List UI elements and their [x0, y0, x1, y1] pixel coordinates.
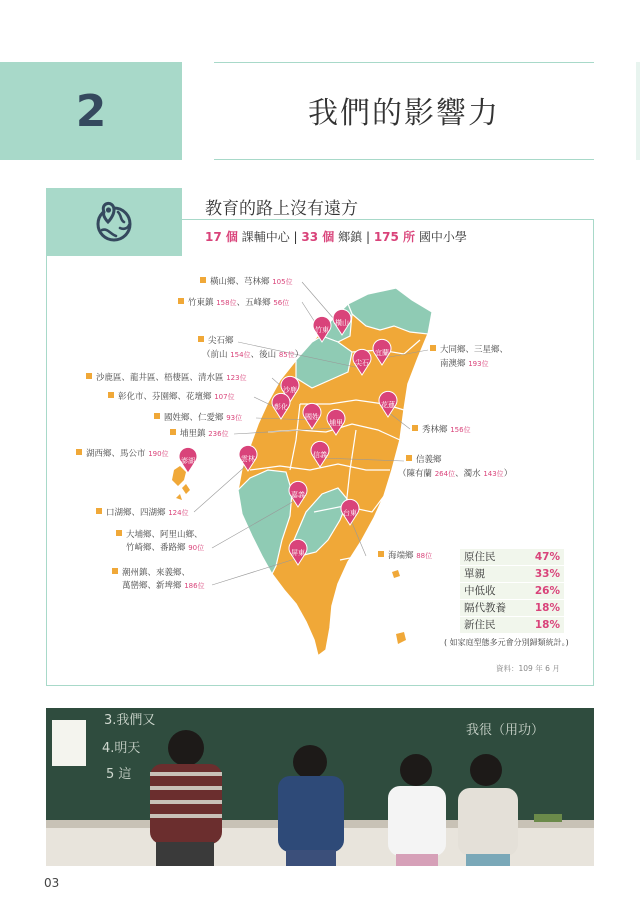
map-label	[96, 507, 189, 519]
map-label-text: 國姓鄉、仁愛鄉	[164, 413, 224, 423]
stat-row	[460, 583, 564, 599]
map-pin-label: 尖石	[355, 359, 369, 367]
map-pin-label: 竹東	[315, 326, 329, 334]
map-label-rank: 193位	[468, 360, 489, 368]
map-label-text: 湖西鄉、馬公市	[86, 449, 146, 459]
section-number: 2	[75, 85, 107, 137]
map-globe-icon	[90, 198, 138, 246]
map-label	[108, 391, 235, 403]
map-label	[202, 349, 303, 361]
stat-row	[460, 617, 564, 633]
map-label	[430, 344, 508, 356]
bullet-square	[76, 449, 82, 455]
map-label-rank: 56位	[273, 299, 290, 307]
map-label-text: 、五峰鄉	[236, 298, 271, 308]
map-label-text: 竹崎鄉、番路鄉	[126, 543, 186, 553]
bullet-square	[116, 530, 122, 536]
map-label-rank: 236位	[208, 430, 229, 438]
stat-value: 47%	[534, 551, 560, 563]
map-label-text: 秀林鄉	[422, 425, 448, 435]
photo-illustration	[46, 708, 594, 866]
stat-row	[460, 549, 564, 565]
bullet-square	[96, 508, 102, 514]
map-label-text: 萬巒鄉、新埤鄉	[122, 581, 182, 591]
map-label-text: 、濁水	[455, 469, 481, 479]
map-pin-label: 台東	[343, 509, 357, 517]
map-label-rank: 124位	[168, 509, 189, 517]
stats-note: ( 如家庭型態多元會分別歸類統計。)	[444, 638, 569, 647]
chalk-text: 3.我們又	[104, 713, 156, 728]
map-label	[126, 542, 204, 554]
map-label-text: 潮州鎮、來義鄉、	[122, 568, 191, 578]
stat-label: 單親	[464, 568, 485, 580]
schools-count: 175 所	[373, 230, 416, 244]
map-label	[440, 358, 489, 370]
map-label-rank: 158位	[216, 299, 237, 307]
centers-label: 課輔中心	[241, 230, 290, 244]
map-pin-label: 橫山	[335, 319, 349, 327]
towns-label: 鄉鎮	[338, 230, 363, 244]
map-label	[86, 372, 247, 384]
map-label-text: 南澳鄉	[440, 359, 466, 369]
bullet-square	[200, 277, 206, 283]
map-label-rank: 190位	[148, 450, 169, 458]
bullet-square	[154, 413, 160, 419]
map-pin-label: 沙鹿	[283, 386, 297, 394]
children-chalkboard-photo	[46, 708, 594, 866]
page-edge-decoration	[636, 62, 640, 160]
stat-value: 26%	[534, 585, 560, 597]
map-label-text: 大同鄉、三星鄉、	[440, 345, 509, 355]
bullet-square	[108, 392, 114, 398]
map-label	[170, 428, 229, 440]
centers-count: 17 個	[205, 230, 238, 244]
map-label-rank: 90位	[188, 544, 205, 552]
bullet-square	[198, 336, 204, 342]
orchid-island	[396, 632, 406, 644]
map-label-text: 大埔鄉、阿里山鄉、	[126, 530, 203, 540]
map-label	[112, 567, 190, 579]
bullet-square	[412, 425, 418, 431]
card-icon-box	[46, 188, 182, 256]
map-label-text: （陳有蘭	[398, 469, 433, 479]
green-island	[392, 570, 400, 578]
divider	[214, 62, 594, 63]
card-title: 教育的路上沒有遠方	[205, 199, 358, 219]
bullet-square	[112, 568, 118, 574]
map-label-text: 橫山鄉、芎林鄉	[210, 277, 270, 287]
map-label-text: 埔里鎮	[180, 429, 206, 439]
map-label	[198, 335, 234, 347]
map-pin-label: 彰化	[274, 403, 288, 411]
stat-value: 33%	[534, 568, 560, 580]
chalk-text: 我很（用功）	[466, 723, 545, 738]
bullet-square	[170, 429, 176, 435]
map-label-text: 、後山	[250, 350, 277, 360]
card-summary: 17 個 課輔中心 | 33 個 鄉鎮 | 175 所 國中小學	[205, 230, 467, 244]
divider	[214, 159, 594, 160]
map-label-rank: 85位	[278, 351, 295, 359]
map-label-rank: 154位	[230, 351, 251, 359]
map-label	[412, 424, 471, 436]
map-label-rank: 105位	[272, 278, 293, 286]
map-label	[122, 580, 205, 592]
map-label-rank: 123位	[226, 374, 247, 382]
stat-label: 新住民	[464, 619, 496, 631]
map-label-text: （前山	[202, 350, 228, 360]
map-label-text: 彰化市、芬園鄉、花壇鄉	[118, 392, 212, 402]
stat-value: 18%	[534, 619, 560, 631]
map-label-text: 海端鄉	[388, 551, 414, 561]
map-label	[398, 468, 512, 480]
schools-label: 國中小學	[418, 230, 467, 244]
map-label	[76, 448, 169, 460]
towns-count: 33 個	[301, 230, 335, 244]
map-pin-label: 埔里	[329, 419, 343, 427]
map-label-rank: 88位	[416, 552, 433, 560]
page-number: 03	[44, 876, 60, 890]
map-pin-label: 屏東	[291, 549, 305, 557]
stat-row	[460, 600, 564, 616]
bullet-square	[86, 373, 92, 379]
stat-label: 隔代教養	[464, 602, 506, 614]
map-label-text: ）	[503, 469, 513, 479]
map-label-text: 信義鄉	[416, 455, 442, 465]
map-label-text: 口湖鄉、四湖鄉	[106, 508, 166, 518]
map-pin-label: 花蓮	[381, 401, 395, 409]
map-label-rank: 107位	[214, 393, 235, 401]
stat-row	[460, 566, 564, 582]
stat-label: 原住民	[464, 551, 496, 563]
map-pin-label: 澎湖	[181, 457, 195, 465]
map-label-rank: 93位	[226, 414, 243, 422]
stat-value: 18%	[534, 602, 560, 614]
map-label	[116, 529, 203, 541]
map-label	[178, 297, 289, 309]
map-pin-label: 國姓	[305, 413, 319, 421]
map-pin-label: 信義	[313, 451, 327, 459]
bullet-square	[378, 551, 384, 557]
section-number-box	[0, 62, 182, 160]
family-stats-table	[460, 549, 564, 634]
map-label-rank: 143位	[483, 470, 504, 478]
map-label	[154, 412, 242, 424]
data-source: 資料：109 年 6 月	[496, 664, 560, 673]
page-title: 我們的影響力	[308, 96, 500, 131]
map-label	[200, 276, 293, 288]
chalk-text: 4.明天	[102, 741, 141, 756]
map-pin-label: 嘉義	[291, 491, 305, 499]
bullet-square	[406, 455, 412, 461]
bullet-square	[178, 298, 184, 304]
map-label-text: 沙鹿區、龍井區、梧棲區、清水區	[96, 373, 224, 383]
map-label	[378, 550, 432, 562]
chalk-text: 5 這	[106, 767, 132, 782]
map-label	[406, 454, 442, 466]
map-label-rank: 264位	[434, 470, 456, 478]
stat-label: 中低收	[464, 585, 496, 597]
map-label-text: 竹東鎮	[188, 298, 214, 308]
bullet-square	[430, 345, 436, 351]
map-pin-label: 宜蘭	[375, 349, 389, 357]
map-label-rank: 156位	[450, 426, 471, 434]
map-label-text: 尖石鄉	[208, 336, 234, 346]
map-pin-label: 雲林	[241, 455, 255, 463]
map-label-rank: 186位	[184, 582, 205, 590]
map-label-text: ）	[294, 350, 304, 360]
